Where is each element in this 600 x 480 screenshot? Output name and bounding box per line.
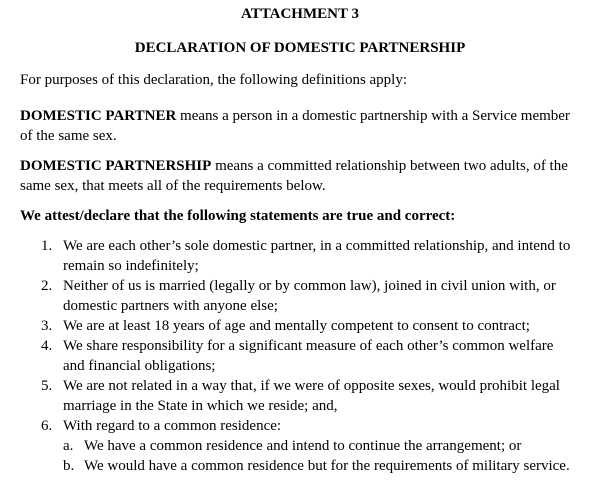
list-item-text: Neither of us is married (legally or by common law), joined in civil union with, or domestic partners with anyone else; — [63, 278, 556, 314]
list-item-number: 6. — [41, 418, 53, 434]
list-item-text: We are each other’s sole domestic partner, in a committed relationship, and intend to remain so indefinitely; — [63, 238, 571, 274]
list-item-text: We share responsibility for a significant measure of each other’s common welfare and financial obligations; — [63, 338, 554, 374]
definition-domestic-partnership — [20, 156, 585, 196]
attest-heading: We attest/declare that the following statements are true and correct: — [20, 208, 456, 224]
list-item-number: 5. — [41, 378, 53, 394]
list-item — [0, 376, 573, 416]
sub-list-item-text: We have a common residence and intend to continue the arrangement; or — [84, 438, 522, 454]
sub-list-item — [0, 456, 584, 476]
list-item-text: We are not related in a way that, if we were of opposite sexes, would prohibit legal marriage in the State in which we reside; and, — [63, 378, 560, 414]
list-item-text: With regard to a common residence: — [63, 418, 282, 434]
sub-list-item-letter: a. — [63, 438, 74, 454]
sub-list-item-letter: b. — [63, 458, 75, 474]
definition-text: means a person in a domestic partnership with a Service member of the same sex. — [20, 108, 570, 144]
sub-list-item-text: We would have a common residence but for the requirements of military service. — [84, 458, 570, 474]
definition-text: means a committed relationship between two adults, of the same sex, that meets all of the requirements below. — [20, 158, 568, 194]
list-item-number: 4. — [41, 338, 53, 354]
statement-list — [0, 236, 600, 476]
list-item — [0, 416, 573, 436]
list-item-number: 2. — [41, 278, 53, 294]
list-item-number: 1. — [41, 238, 53, 254]
attachment-label: ATTACHMENT 3 — [241, 6, 359, 22]
list-item-number: 3. — [41, 318, 53, 334]
sub-list-item — [0, 436, 584, 456]
intro-text: For purposes of this declaration, the following definitions apply: — [20, 72, 408, 88]
list-item — [0, 336, 573, 376]
list-item — [0, 276, 573, 316]
page-title: DECLARATION OF DOMESTIC PARTNERSHIP — [134, 40, 466, 56]
definition-domestic-partner — [20, 106, 585, 146]
definition-term: DOMESTIC PARTNER — [20, 108, 177, 124]
list-item — [0, 316, 573, 336]
list-item — [0, 236, 573, 276]
list-item-text: We are at least 18 years of age and mentally competent to consent to contract; — [63, 318, 530, 334]
definition-term: DOMESTIC PARTNERSHIP — [20, 158, 212, 174]
